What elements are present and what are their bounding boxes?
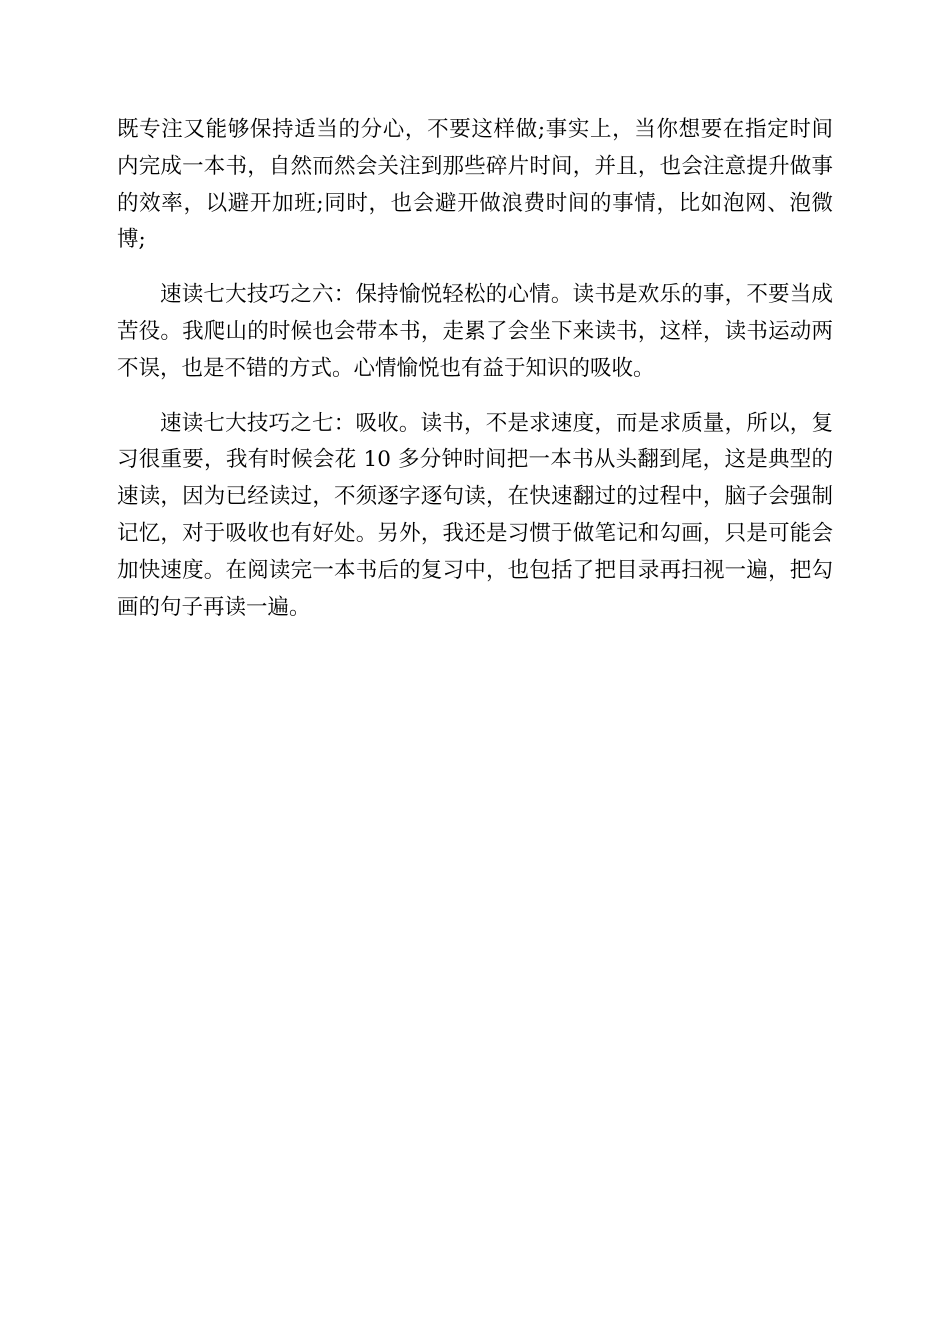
document-body: [117, 112, 833, 644]
paragraph-tip-six: 速读七大技巧之六：保持愉悦轻松的心情。读书是欢乐的事，不要当成苦役。我爬山的时候也会带本书，走累了会坐下来读书，这样，读书运动两不误，也是不错的方式。心情愉悦也有益于知识的吸收。: [117, 282, 833, 381]
paragraph-continuation: 既专注又能够保持适当的分心，不要这样做;事实上，当你想要在指定时间内完成一本书，自然而然会关注到那些碎片时间，并且，也会注意提升做事的效率，以避开加班;同时，也会避开做浪费时间的事情，比如泡网、泡微博;: [117, 117, 833, 253]
paragraph-tip-seven: 速读七大技巧之七：吸收。读书，不是求速度，而是求质量，所以，复习很重要，我有时候会花 10 多分钟时间把一本书从头翻到尾，这是典型的速读，因为已经读过，不须逐字逐句读，在快速翻过的过程中，脑子会强制记忆，对于吸收也有好处。另外，我还是习惯于做笔记和勾画，只是可能会加快速度。在阅读完一本书后的复习中，也包括了把目录再扫视一遍，把勾画的句子再读一遍。: [117, 410, 833, 620]
